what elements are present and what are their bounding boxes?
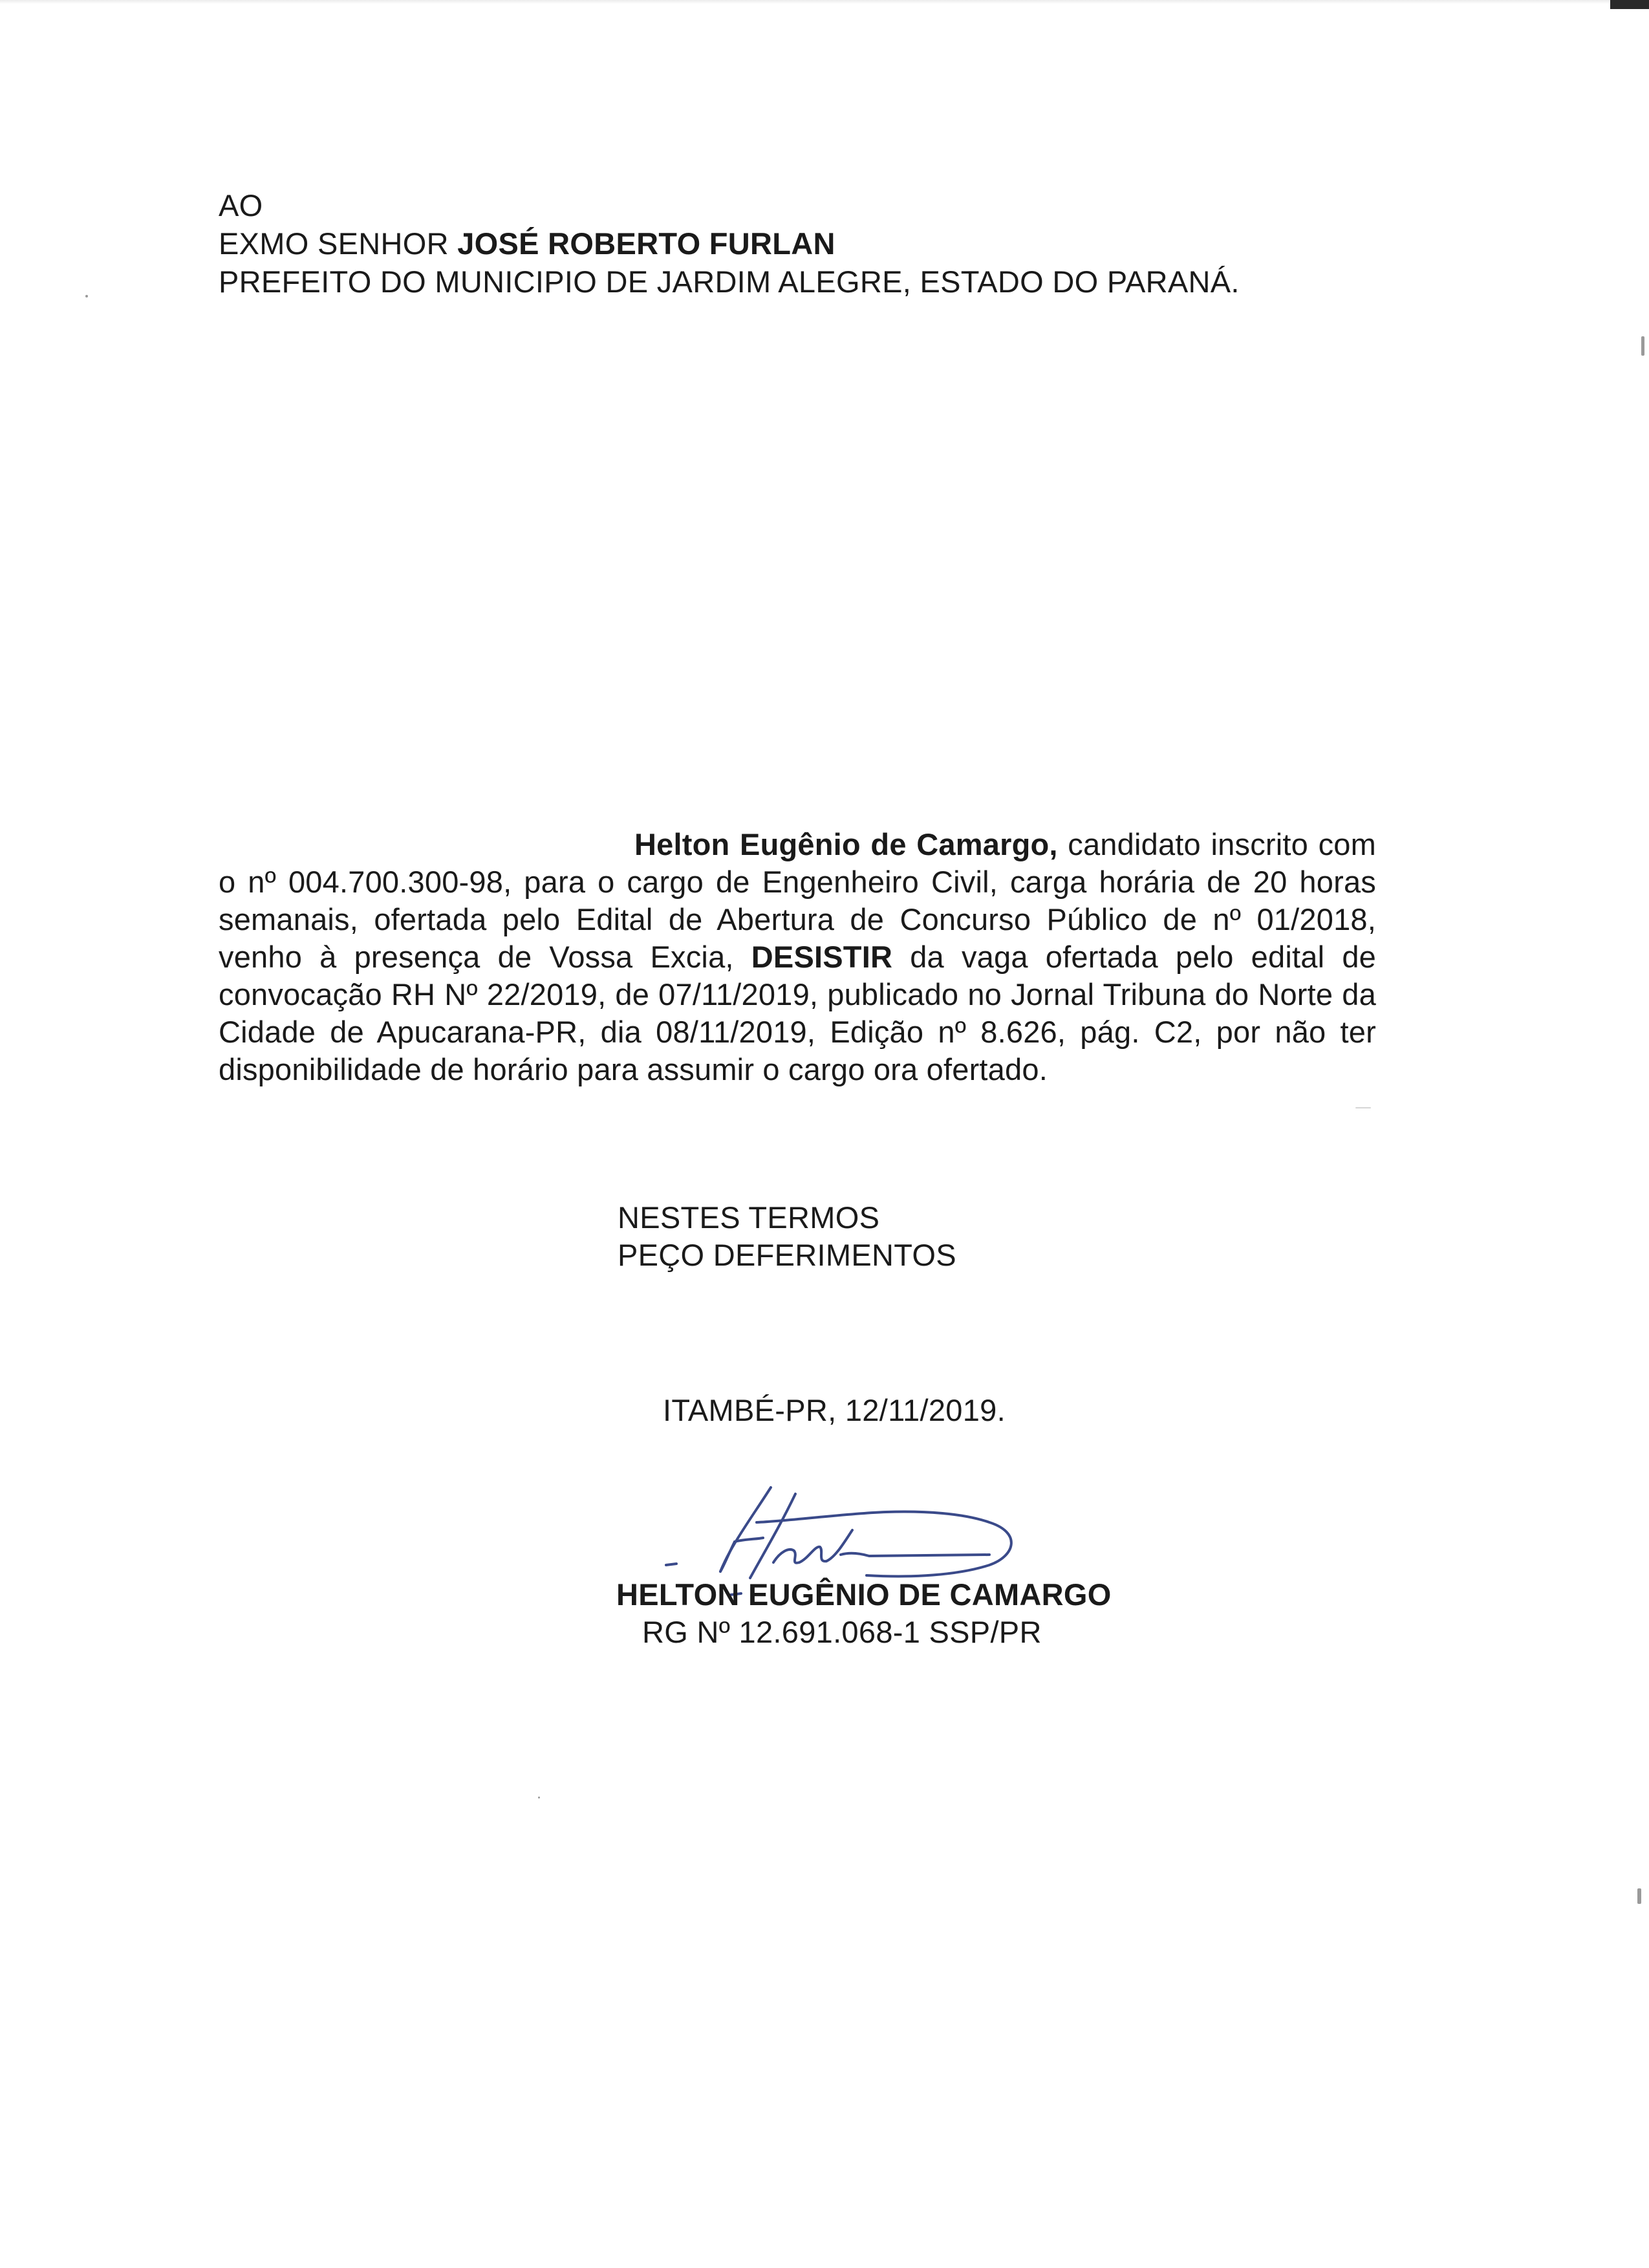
closing-line-1: NESTES TERMOS xyxy=(618,1200,880,1235)
addressee-recipient xyxy=(219,224,1240,263)
paragraph-text-part2: da vaga ofertada pelo edital de convocação RH Nº 22/2019, de 07/11/2019, publicado no Jornal Tribuna do Norte da Cidade de Apucarana-PR, dia 08/11/2019, Edição nº 8.626, pág. C2, por não ter disponibilidade de horário para assumir o cargo ora ofertado. xyxy=(219,940,1376,1086)
scan-speck xyxy=(538,1797,540,1798)
paragraph-text-part1: candidato inscrito com o nº 004.700.300-98, para o cargo de Engenheiro Civil, carga horária de 20 horas semanais, ofertada pelo Edital de Abertura de Concurso Público de nº 01/2018, venho à presença de Vossa Excia, xyxy=(219,827,1376,974)
signer-block xyxy=(616,1576,1112,1651)
action-word: DESISTIR xyxy=(751,940,893,974)
closing-line-2: PEÇO DEFERIMENTOS xyxy=(618,1238,956,1272)
addressee-salutation: AO xyxy=(219,188,263,222)
closing-block xyxy=(618,1199,956,1274)
scan-speck xyxy=(85,295,88,297)
scan-speck xyxy=(1355,1107,1371,1108)
candidate-name: Helton Eugênio de Camargo, xyxy=(634,827,1058,861)
signer-name: HELTON EUGÊNIO DE CAMARGO xyxy=(616,1577,1112,1612)
place-and-date: ITAMBÉ-PR, 12/11/2019. xyxy=(663,1393,1006,1427)
scan-edge xyxy=(0,0,1649,4)
request-paragraph xyxy=(219,826,1376,1088)
addressee-name: JOSÉ ROBERTO FURLAN xyxy=(457,226,835,261)
addressee-block xyxy=(219,186,1240,301)
signer-rg: RG Nº 12.691.068-1 SSP/PR xyxy=(642,1615,1042,1649)
scan-speck xyxy=(1641,336,1644,356)
addressee-title: EXMO SENHOR xyxy=(219,226,458,261)
scan-speck xyxy=(1637,1888,1641,1904)
scan-corner-mark xyxy=(1610,0,1649,9)
addressee-position: PREFEITO DO MUNICIPIO DE JARDIM ALEGRE, ESTADO DO PARANÁ. xyxy=(219,265,1240,299)
